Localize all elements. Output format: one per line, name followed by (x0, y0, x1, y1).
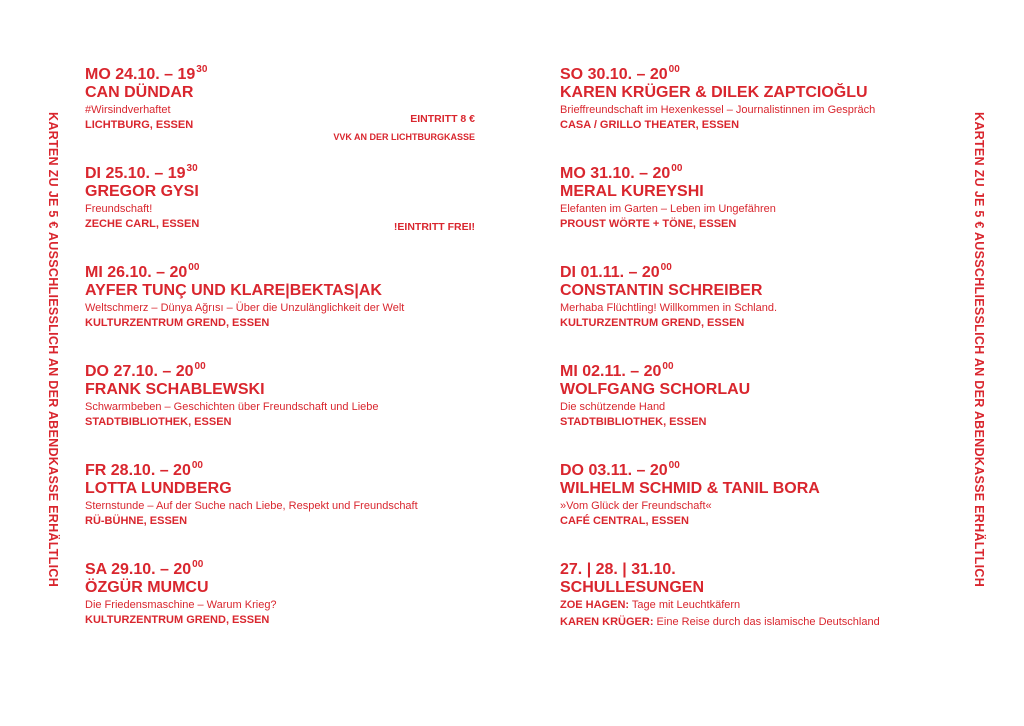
event-title: Freundschaft! (85, 203, 153, 215)
event-date: MO 31.10. – $20^{00}$ (560, 163, 683, 182)
event-ayfer-tunc (85, 264, 475, 331)
presale-note: VVK AN DER LICHTBURGKASSE (333, 132, 475, 142)
event-speaker: KAREN KRÜGER & DILEK ZAPTCIOĞLU (560, 84, 868, 101)
event-date: DI 01.11. – $20^{00}$ (560, 262, 672, 281)
event-date: 27. | 28. | 31.10. (560, 561, 676, 578)
event-speaker: LOTTA LUNDBERG (85, 480, 232, 497)
event-schmid-bora (560, 462, 940, 529)
event-venue: PROUST WÖRTE + TÖNE, ESSEN (560, 218, 737, 230)
event-title: Die schützende Hand (560, 401, 666, 413)
event-title: Merhaba Flüchtling! Willkommen in Schland. (560, 302, 778, 314)
event-speaker: WOLFGANG SCHORLAU (560, 381, 751, 398)
event-venue: STADTBIBLIOTHEK, ESSEN (560, 416, 707, 428)
event-gregor-gysi (85, 165, 475, 232)
event-speaker: GREGOR GYSI (85, 183, 199, 200)
event-date: DO 03.11. – $20^{00}$ (560, 460, 680, 479)
event-speaker: CAN DÜNDAR (85, 84, 194, 101)
school-reading-author: KAREN KRÜGER: (560, 616, 654, 628)
event-title: SCHULLESUNGEN (560, 579, 705, 596)
event-venue: KULTURZENTRUM GREND, ESSEN (85, 317, 270, 329)
event-venue: KULTURZENTRUM GREND, ESSEN (85, 614, 270, 626)
event-wolfgang-schorlau (560, 363, 940, 430)
event-lotta-lundberg (85, 462, 475, 529)
event-venue: LICHTBURG, ESSEN (85, 119, 194, 131)
school-reading-title: Eine Reise durch das islamische Deutschland (653, 616, 880, 628)
event-date: DI 25.10. – $19^{30}$ (85, 163, 198, 182)
event-date: MI 02.11. – $20^{00}$ (560, 361, 674, 380)
event-venue: STADTBIBLIOTHEK, ESSEN (85, 416, 232, 428)
school-reading-1 (560, 598, 940, 613)
event-speaker: WILHELM SCHMID & TANIL BORA (560, 480, 820, 497)
event-speaker: AYFER TUNÇ UND KLARE|BEKTAS|AK (85, 282, 382, 299)
event-speaker: ÖZGÜR MUMCU (85, 579, 209, 596)
event-can-duendar (85, 64, 475, 142)
side-note-right: KARTEN ZU JE 5 € AUSSCHLIESSLICH AN DER ABENDKASSE ERHÄLTLICH (972, 112, 986, 588)
event-title: #Wirsindverhaftet (85, 104, 171, 116)
event-oezguer-mumcu (85, 561, 475, 628)
event-title: Brieffreundschaft im Hexenkessel – Journalistinnen im Gespräch (560, 104, 876, 116)
event-frank-schablewski (85, 363, 475, 430)
event-speaker: MERAL KUREYSHI (560, 183, 704, 200)
event-venue: ZECHE CARL, ESSEN (85, 218, 200, 230)
school-reading-2 (560, 615, 940, 630)
school-reading-author: ZOE HAGEN: (560, 599, 630, 611)
event-date: MO 24.10. – $19^{30}$ (85, 64, 208, 83)
event-venue: KULTURZENTRUM GREND, ESSEN (560, 317, 745, 329)
event-title: Weltschmerz – Dünya Ağrısı – Über die Unzulänglichkeit der Welt (85, 302, 405, 314)
admission-note: !EINTRITT FREI! (393, 221, 475, 233)
side-note-left: KARTEN ZU JE 5 € AUSSCHLIESSLICH AN DER ABENDKASSE ERHÄLTLICH (46, 112, 60, 588)
event-date: DO 27.10. – $20^{00}$ (85, 361, 206, 380)
event-constantin-schreiber (560, 264, 940, 331)
event-date: SO 30.10. – $20^{00}$ (560, 64, 680, 83)
event-speaker: FRANK SCHABLEWSKI (85, 381, 265, 398)
event-meral-kureyshi (560, 165, 940, 232)
event-title: Elefanten im Garten – Leben im Ungefähren (560, 203, 776, 215)
event-venue: CASA / GRILLO THEATER, ESSEN (560, 119, 740, 131)
event-venue: CAFÉ CENTRAL, ESSEN (560, 515, 689, 527)
event-venue: RÜ-BÜHNE, ESSEN (85, 515, 188, 527)
event-krueger-zaptcioglu (560, 66, 940, 133)
event-school-readings (560, 561, 940, 630)
admission-note: EINTRITT 8 € (410, 113, 475, 125)
event-title: Schwarmbeben – Geschichten über Freundschaft und Liebe (85, 401, 379, 413)
event-date: SA 29.10. – $20^{00}$ (85, 559, 204, 578)
event-title: »Vom Glück der Freundschaft« (560, 500, 712, 512)
event-date: FR 28.10. – $20^{00}$ (85, 460, 203, 479)
school-reading-title: Tage mit Leuchtkäfern (629, 599, 741, 611)
event-date: MI 26.10. – $20^{00}$ (85, 262, 200, 281)
event-speaker: CONSTANTIN SCHREIBER (560, 282, 763, 299)
event-title: Die Friedensmaschine – Warum Krieg? (85, 599, 277, 611)
event-title: Sternstunde – Auf der Suche nach Liebe, Respekt und Freundschaft (85, 500, 418, 512)
